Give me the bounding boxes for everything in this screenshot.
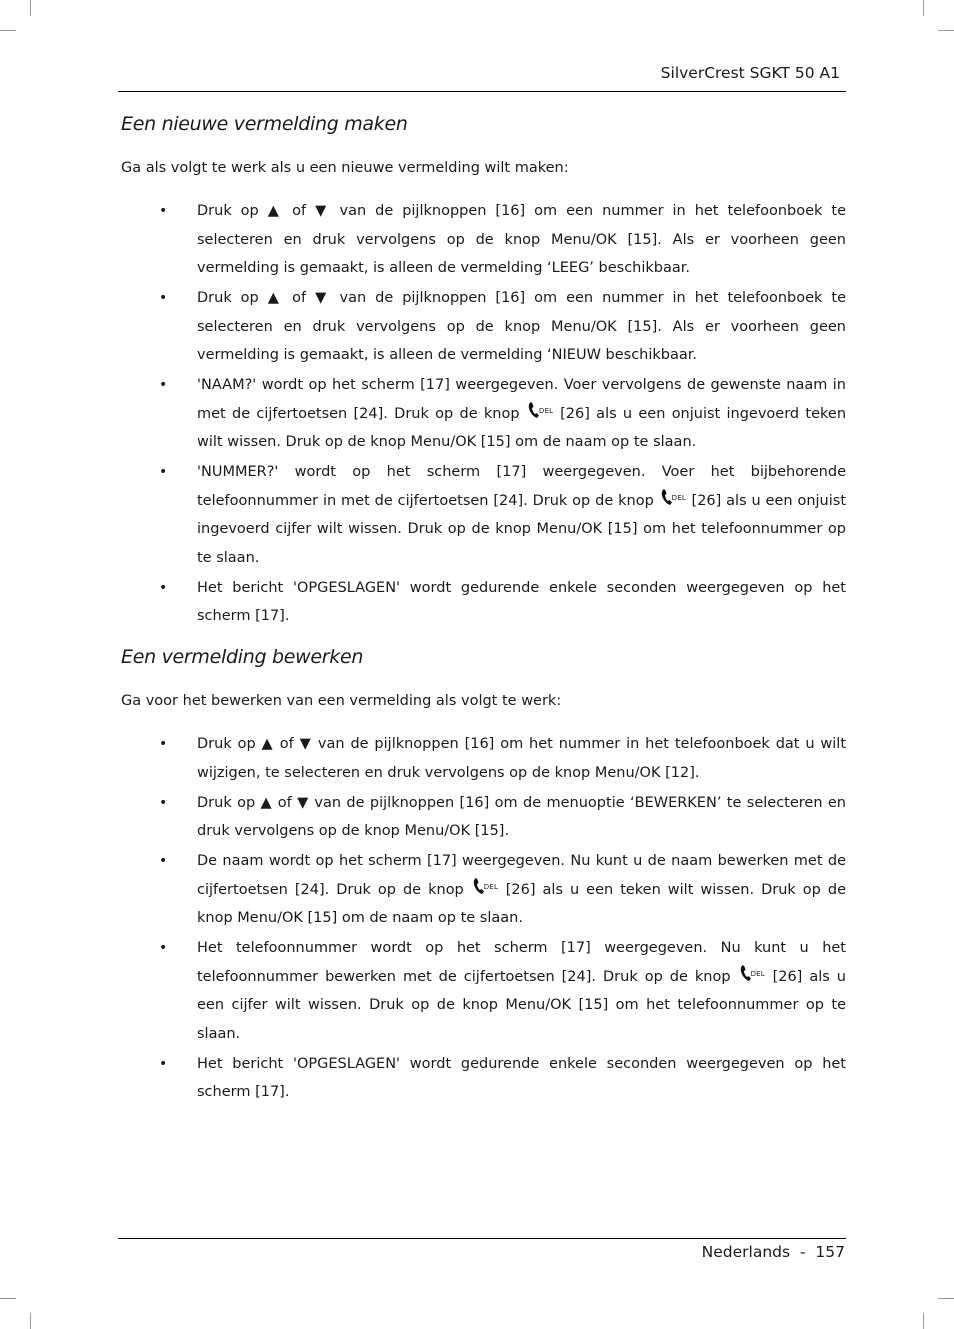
list-item-text: Druk op ▲ of ▼ van de pijlknoppen [16] om een nummer in het telefoonboek te selecteren en druk vervolgens op de knop Menu/OK [15]. Als er voorheen geen vermelding is gemaakt, is alleen de vermelding ‘NIEUW beschikbaar. [197,290,846,363]
list-item [121,789,846,846]
list-item [121,284,846,370]
list-item [121,847,846,933]
crop-mark [923,1313,924,1329]
instruction-list-new-entry [121,197,846,632]
phone-delete-icon [659,490,687,506]
list-item-text: Druk op ▲ of ▼ van de pijlknoppen [16] om een nummer in het telefoonboek te selecteren en druk vervolgens op de knop Menu/OK [15]. Als er voorheen geen vermelding is gemaakt, is alleen de vermelding ‘LEEG’ beschikbaar. [197,203,846,276]
list-item-text: Druk op ▲ of ▼ van de pijlknoppen [16] om het nummer in het telefoonboek dat u wilt wijzigen, te selecteren en druk vervolgens op de knop Menu/OK [12]. [197,736,846,781]
page-number: 157 [815,1243,845,1261]
crop-mark [0,30,16,31]
list-item [121,458,846,572]
list-item-text: [26] als u een onjuist ingevoerd cijfer wilt wissen. Druk op de knop Menu/OK [15] om het telefoonnummer op te slaan. [197,492,847,566]
page-footer [702,1243,845,1261]
list-item [121,371,846,457]
list-item-text: De naam wordt op het scherm [17] weergegeven. Nu kunt u de naam bewerken met de cijfertoetsen [24]. Druk op de knop [197,853,846,898]
header-rule [118,91,846,92]
list-item-text: 'NUMMER?' wordt op het scherm [17] weergegeven. Voer het bijbehorende telefoonnummer in met de cijfertoetsen [24]. Druk op de knop [197,464,846,509]
list-item-text: Het telefoonnummer wordt op het scherm [17] weergegeven. Nu kunt u het telefoonnummer bewerken met de cijfertoetsen [24]. Druk op de knop [197,940,846,985]
phone-delete-icon [526,403,554,419]
bullet: • [159,579,168,596]
bullet: • [159,1055,168,1072]
crop-mark [0,1298,16,1299]
list-item-text: Het bericht 'OPGESLAGEN' wordt gedurende enkele seconden weergegeven op het scherm [17]. [197,579,846,624]
crop-mark [30,1313,31,1329]
footer-rule [118,1238,846,1239]
list-item-text: [26] als u een teken wilt wissen. Druk op de knop Menu/OK [15] om de naam op te slaan. [197,881,846,926]
crop-mark [923,0,924,16]
section-heading-edit-entry: Een vermelding bewerken [121,646,364,668]
crop-mark [938,1298,954,1299]
list-item-text: Druk op ▲ of ▼ van de pijlknoppen [16] om de menuoptie ‘BEWERKEN’ te selecteren en druk vervolgens op de knop Menu/OK [15]. [197,794,846,839]
list-item-text: Het bericht 'OPGESLAGEN' wordt gedurende enkele seconden weergegeven op het scherm [17]. [197,1055,846,1100]
list-item-text: 'NAAM?' wordt op het scherm [17] weergegeven. Voer vervolgens de gewenste naam in met de cijfertoetsen [24]. Druk op de knop [197,377,846,422]
instruction-list-edit-entry [121,730,846,1108]
bullet: • [159,203,168,219]
running-header: SilverCrest SGKT 50 A1 [660,64,840,82]
del-label: DEL [750,969,765,978]
phone-delete-icon [471,879,499,895]
list-item [121,1050,846,1107]
bullet: • [159,794,168,811]
section-heading-new-entry: Een nieuwe vermelding maken [121,113,408,135]
list-item [121,197,846,283]
list-item-text: [26] als u een onjuist ingevoerd teken wilt wissen. Druk op de knop Menu/OK [15] om de naam op te slaan. [197,405,847,450]
bullet: • [159,377,168,393]
list-item-text: [26] als u een cijfer wilt wissen. Druk op de knop Menu/OK [15] om het telefoonnummer op te slaan. [197,968,846,1042]
section-intro: Ga als volgt te werk als u een nieuwe vermelding wilt maken: [121,160,569,176]
list-item [121,574,846,631]
bullet: • [159,853,168,869]
list-item [121,934,846,1048]
crop-mark [938,30,954,31]
del-label: DEL [538,406,554,415]
bullet: • [159,290,168,306]
bullet: • [159,736,168,752]
footer-separator: - [799,1243,806,1261]
section-intro: Ga voor het bewerken van een vermelding als volgt te werk: [121,693,562,709]
footer-language: Nederlands [701,1243,791,1261]
list-item [121,730,846,787]
bullet: • [159,464,168,480]
crop-mark [30,0,31,16]
del-label: DEL [671,493,686,502]
phone-delete-icon [738,966,766,982]
bullet: • [159,940,168,956]
del-label: DEL [483,882,499,891]
